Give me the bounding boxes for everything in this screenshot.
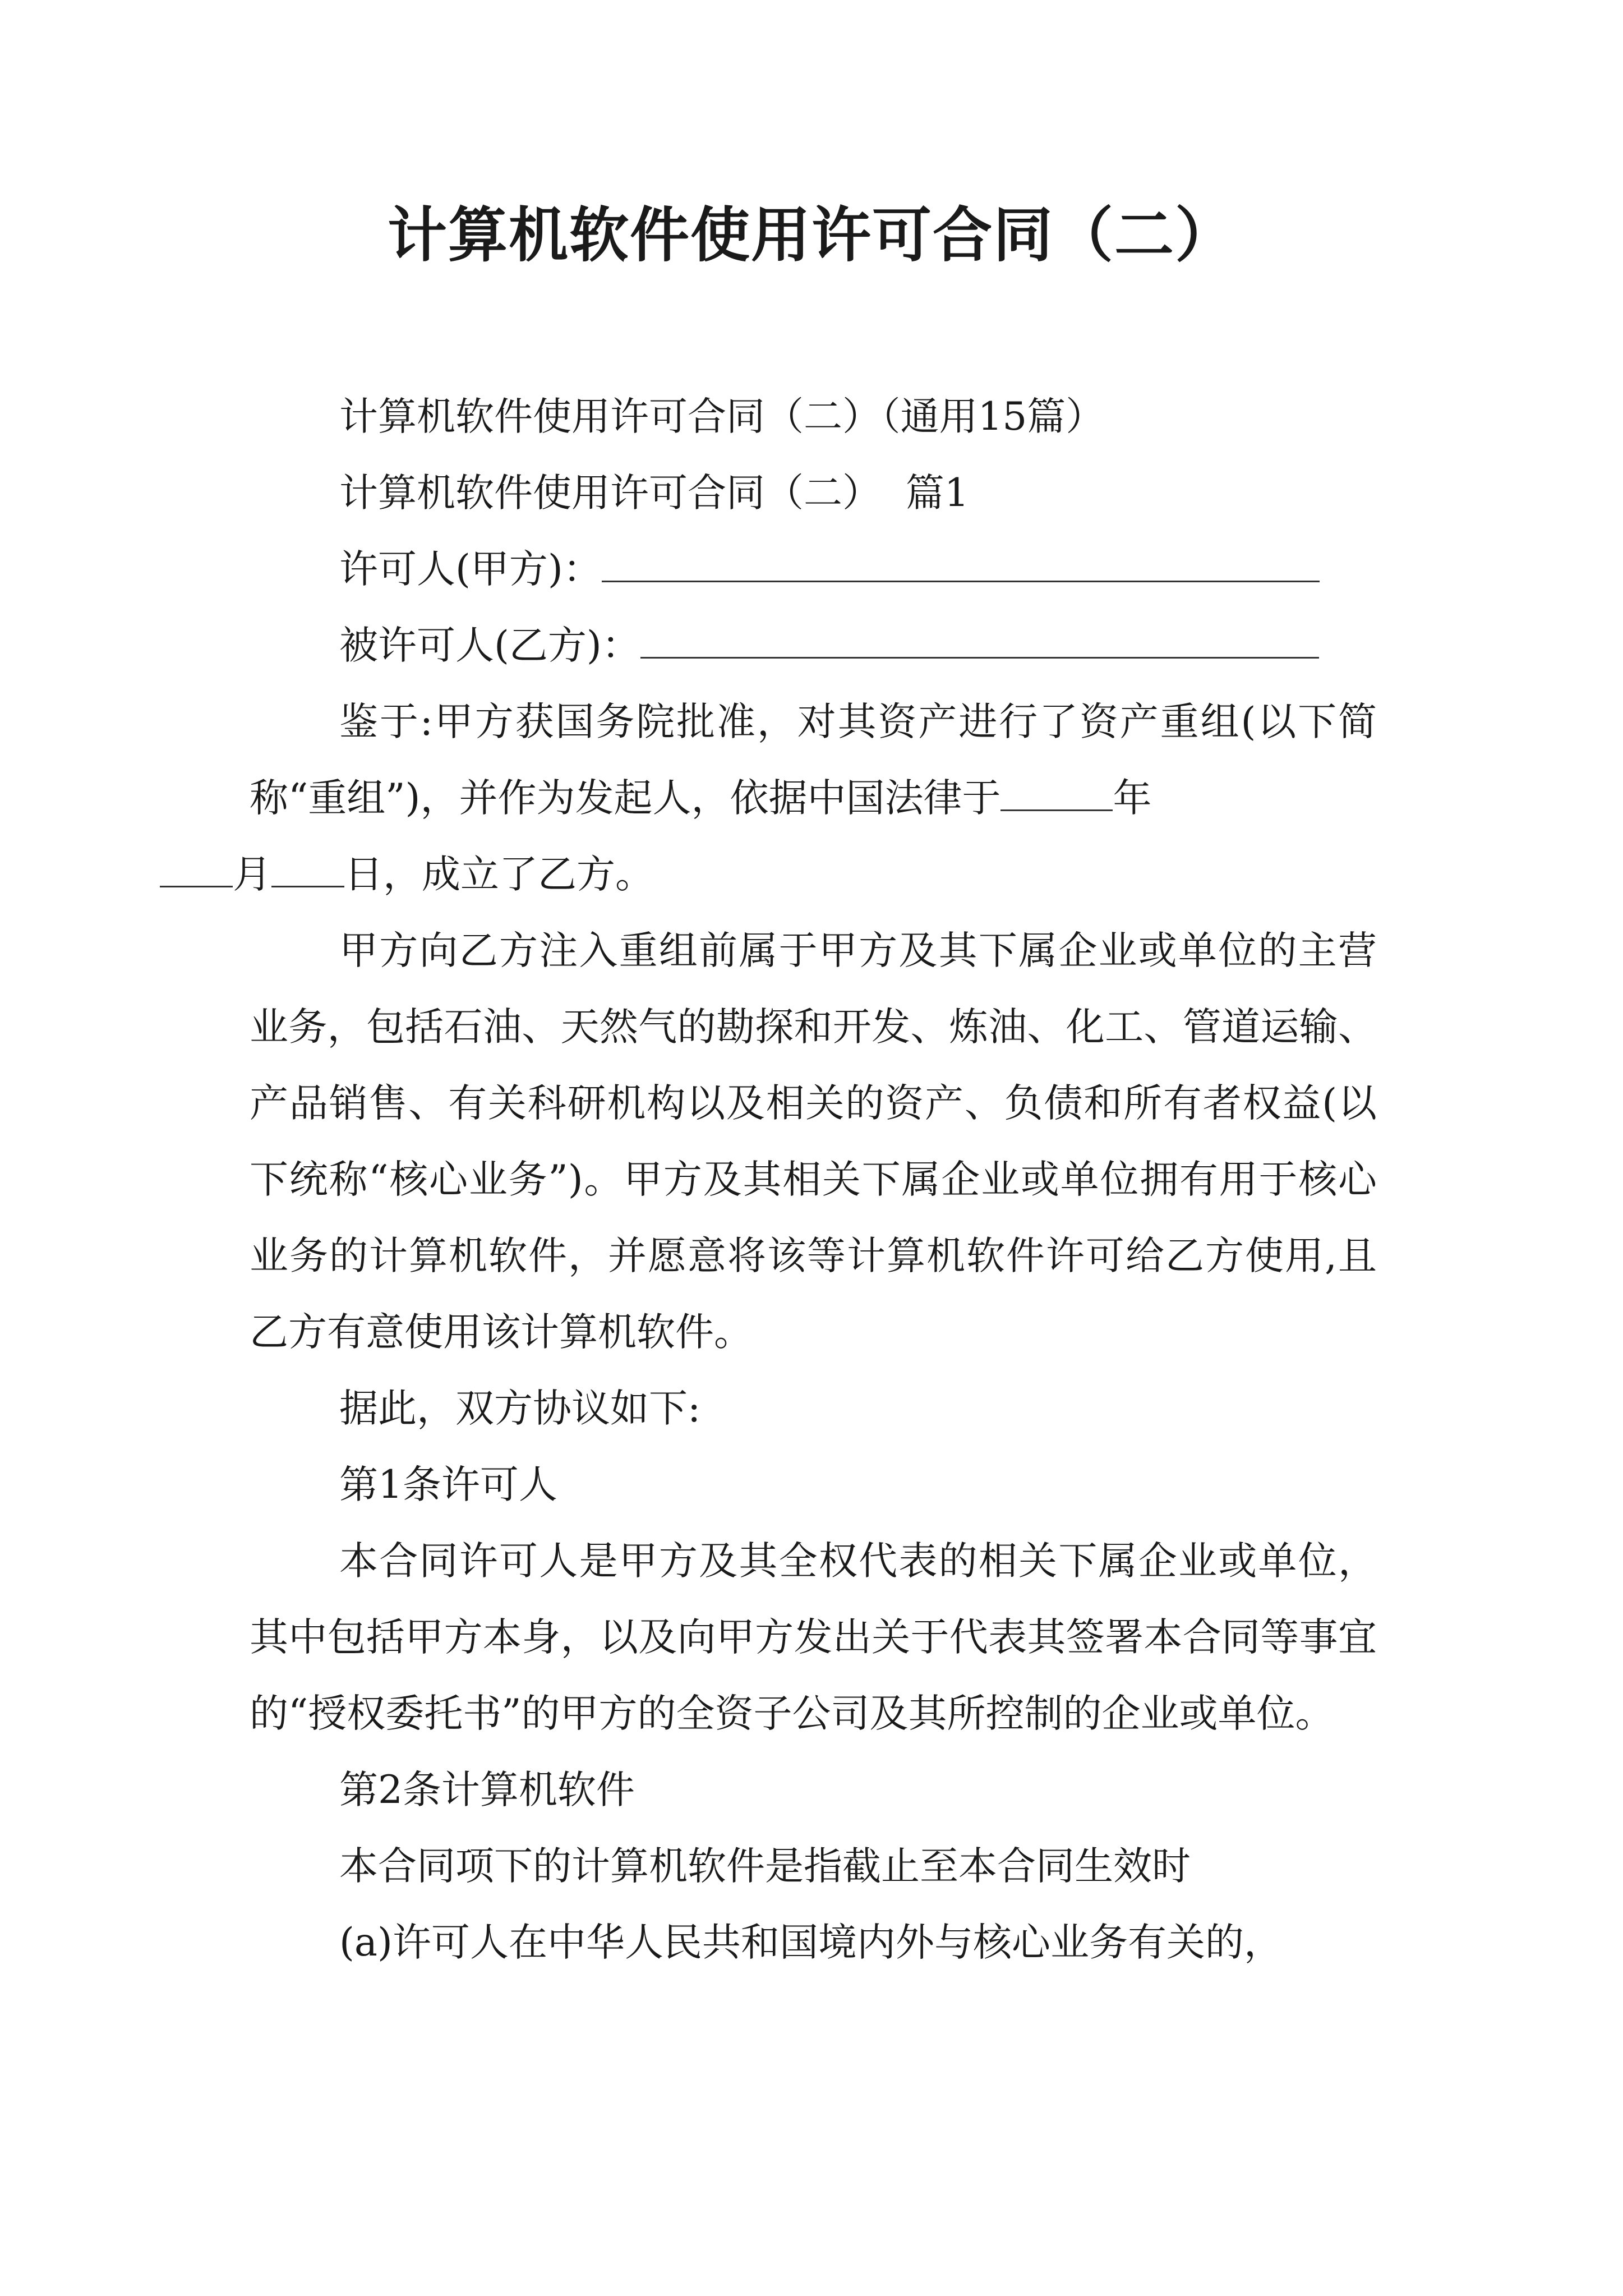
whereas-1a: 鉴于:甲方获国务院批准，对其资产进行了资产重组(以下简称“重组”)，并作为发起人，依据中国法律于 <box>250 700 1377 821</box>
whereas-1c: 月 <box>233 852 271 897</box>
year-blank <box>1000 776 1113 811</box>
day-blank <box>271 852 344 887</box>
section-heading: 计算机软件使用许可合同（二） 篇1 <box>339 471 969 516</box>
licensor-blank <box>602 547 1320 582</box>
agreement-line: 据此，双方协议如下: <box>339 1386 701 1431</box>
licensee-label: 被许可人(乙方)： <box>339 623 640 668</box>
document-title: 计算机软件使用许可合同（二） <box>388 201 1235 270</box>
licensee-blank <box>640 623 1319 659</box>
article-1-title: 第1条许可人 <box>339 1462 557 1507</box>
licensor-label: 许可人(甲方)： <box>339 547 602 592</box>
whereas-1d: 日，成立了乙方。 <box>344 852 654 897</box>
article-1-body: 本合同许可人是甲方及其全权代表的相关下属企业或单位，其中包括甲方本身，以及向甲方发出关于代表其签署本合同等事宜的“授权委托书”的甲方的全资子公司及其所控制的企业或单位。 <box>250 1539 1377 1736</box>
whereas-paragraph-2: 甲方向乙方注入重组前属于甲方及其下属企业或单位的主营业务，包括石油、天然气的勘探和开发、炼油、化工、管道运输、产品销售、有关科研机构以及相关的资产、负债和所有者权益(以下统称“核心业务”)。甲方及其相关下属企业或单位拥有用于核心业务的计算机软件，并愿意将该等计算机软件许可给乙方使用,且乙方有意使用该计算机软件。 <box>250 928 1377 1355</box>
whereas-paragraph-1 <box>233 684 1377 913</box>
article-2-body: 本合同项下的计算机软件是指截止至本合同生效时 <box>339 1844 1191 1889</box>
licensor-line <box>250 531 1377 608</box>
licensee-line <box>250 608 1377 684</box>
article-2-item-a: (a)许可人在中华人民共和国境内外与核心业务有关的， <box>339 1920 1283 1965</box>
document-body <box>233 379 1377 1981</box>
month-blank <box>160 852 233 887</box>
whereas-1b: 年 <box>1113 776 1152 821</box>
subtitle: 计算机软件使用许可合同（二）（通用15篇） <box>339 394 1105 439</box>
article-2-title: 第2条计算机软件 <box>339 1768 635 1812</box>
